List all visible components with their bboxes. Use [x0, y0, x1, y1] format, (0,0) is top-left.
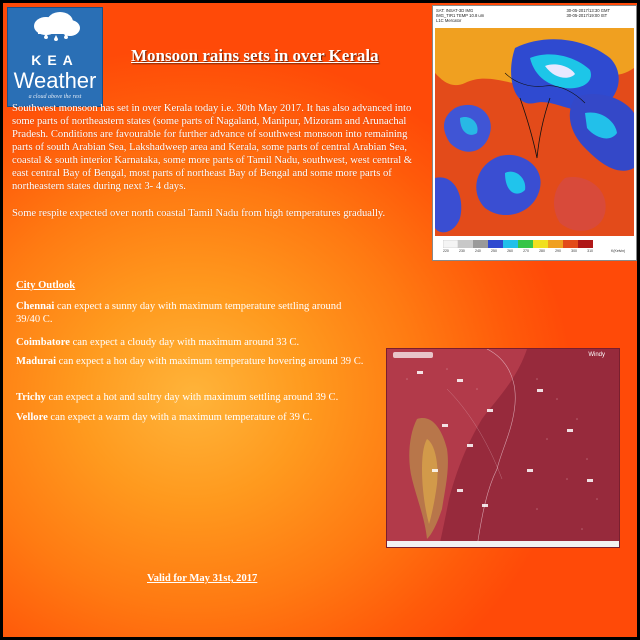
city-name: Coimbatore	[16, 337, 70, 348]
scale-label: 240	[475, 249, 481, 253]
scale-label: 290	[555, 249, 561, 253]
scale-label: 270	[523, 249, 529, 253]
satellite-image	[432, 5, 637, 261]
temperature-unit: K(Kelvin)	[611, 249, 626, 253]
scale-label: 250	[491, 249, 497, 253]
city-name: Chennai	[16, 301, 55, 312]
logo-tagline: a cloud above the rest	[28, 94, 82, 100]
city-outlook-item	[16, 300, 366, 326]
satellite-header-right2: 30-05-2017/19:00 IST	[566, 13, 608, 18]
city-forecast: can expect a hot and sultry day with maximum settling around 39 C.	[45, 392, 339, 403]
scale-label: 310	[587, 249, 593, 253]
cloud-rain-icon	[28, 12, 82, 42]
respite-paragraph: Some respite expected over north coastal Tamil Nadu from high temperatures gradually.	[12, 208, 386, 219]
scale-label: 220	[443, 249, 449, 253]
temperature-scale	[443, 240, 593, 248]
city-outlook-item	[16, 411, 366, 424]
kea-weather-logo	[7, 7, 103, 107]
windy-search-box[interactable]	[393, 352, 433, 358]
satellite-header-left3: L1C Mercator	[436, 18, 462, 23]
forecast-paragraph: Southwest monsoon has set in over Kerala today i.e. 30th May 2017. It has also advanced into some parts of northeastern states (some parts of Nagaland, Manipur, Mizoram and Arunachal Pradesh. Conditions are favourable for further advance of southwest monsoon into remaining parts of south Arabian Sea, Lakshadweep area and Kerala, some parts of central Arabian Sea, coastal & south interior Karnataka, some more parts of Tamil Nadu, southwest, west central & east central Bay of Bengal, most parts of northeast Bay of Bengal and some more parts of northeastern states during next 3- 4 days.	[12, 103, 413, 192]
city-name: Trichy	[16, 392, 46, 403]
scale-label: 280	[539, 249, 545, 253]
city-forecast: can expect a sunny day with maximum temperature settling around 39/40 C.	[16, 301, 342, 325]
satellite-header	[436, 8, 632, 23]
satellite-header-left: SAT: INSAT-3D IMG	[436, 8, 474, 13]
windy-brand: Windy	[588, 352, 605, 358]
city-outlook-item	[16, 391, 366, 404]
satellite-header-right: 30-05-2017/13:30 GMT	[566, 8, 610, 13]
logo-weather-text: Weather	[13, 68, 97, 93]
scale-label: 230	[459, 249, 465, 253]
temperature-scale-labels	[443, 249, 593, 253]
scale-label: 260	[507, 249, 513, 253]
city-outlook-heading: City Outlook	[16, 280, 76, 291]
windy-temperature-map	[387, 349, 619, 547]
page-title: Monsoon rains sets in over Kerala	[131, 46, 379, 65]
scale-label: 300	[571, 249, 577, 253]
city-name: Vellore	[16, 412, 48, 423]
windy-timeline-bar[interactable]	[387, 541, 619, 547]
city-forecast: can expect a warm day with a maximum temperature of 39 C.	[47, 412, 313, 423]
logo-kea-text: KEA	[31, 52, 79, 68]
city-outlook-item	[16, 355, 366, 368]
windy-map	[386, 348, 620, 548]
city-name: Madurai	[16, 356, 57, 367]
satellite-header-left2: IMG_TIR1 TEMP 10.8 um	[436, 13, 485, 18]
city-forecast: can expect a hot day with maximum temperature hovering around 39 C.	[56, 356, 364, 367]
city-outlook-item	[16, 336, 366, 349]
satellite-map	[435, 28, 634, 236]
city-forecast: can expect a cloudy day with maximum around 33 C.	[69, 337, 300, 348]
valid-date: Valid for May 31st, 2017	[147, 573, 258, 584]
weather-poster	[3, 3, 637, 637]
